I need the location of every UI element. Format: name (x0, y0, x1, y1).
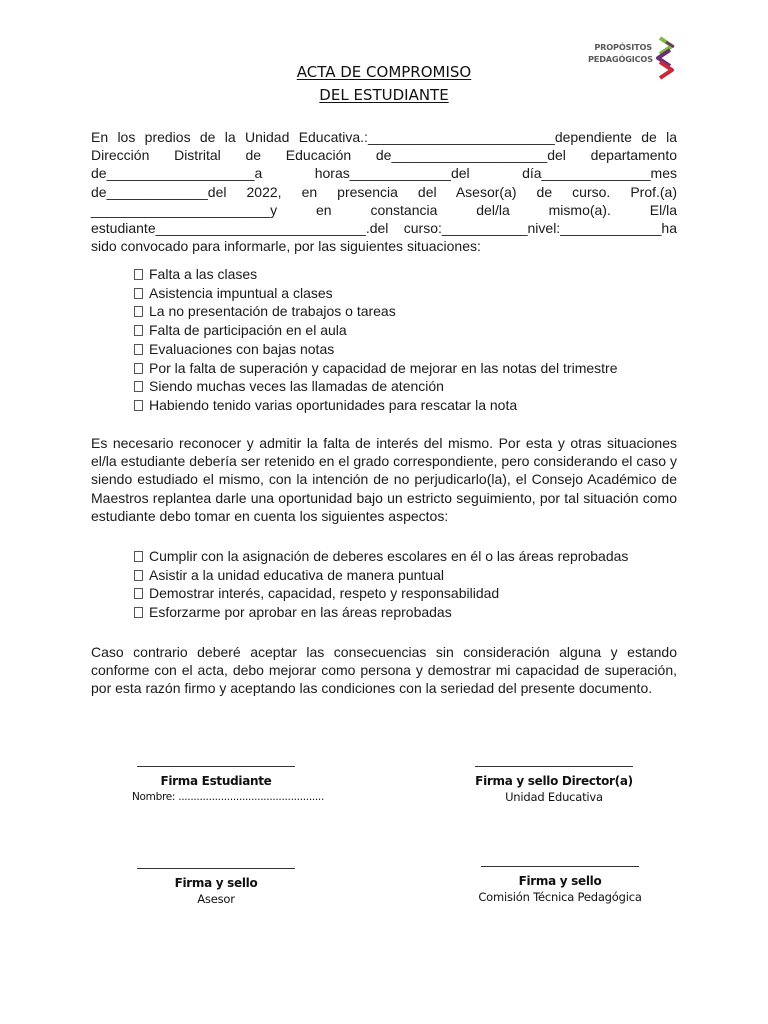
list-item (134, 547, 628, 566)
signature-line (137, 766, 295, 767)
checkbox-icon (134, 363, 143, 374)
signature-role: Firma y sello Director(a) (475, 774, 633, 788)
list-item (134, 396, 617, 415)
list-item-text: Asistencia impuntual a clases (149, 284, 333, 301)
intro-paragraph: En los predios de la Unidad Educativa.:________________________dependiente de la Dirección Distrital de Educación de____________________del departamento de___________________a horas_____________del día______________mes de_____________del 2022, en presencia del Asesor(a) de curso. Prof.(a) _______________________y en constancia del/la mismo(a). El/la estudiante___________________________.del curso:___________nivel:_____________ha sido convocado para informarle, por las siguientes situaciones: (91, 129, 677, 255)
checkbox-icon (134, 344, 143, 355)
list-item-text: Cumplir con la asignación de deberes escolares en él o las áreas reprobadas (149, 548, 629, 564)
situations-list (134, 265, 617, 415)
list-item-text: Asistir a la unidad educativa de manera puntual (149, 566, 444, 583)
signature-subtitle: Unidad Educativa (505, 790, 603, 804)
signature-subtitle: Asesor (197, 892, 235, 906)
signature-line (137, 868, 295, 869)
document-title: ACTA DE COMPROMISO (296, 63, 472, 81)
signature-line (481, 866, 639, 867)
checkbox-icon (134, 570, 143, 581)
checkbox-icon (134, 607, 143, 618)
checkbox-icon (134, 551, 143, 562)
list-item (134, 603, 628, 622)
signature-advisor (106, 868, 326, 908)
list-item (134, 377, 617, 396)
checkbox-icon (134, 588, 143, 599)
list-item-text: Falta de participación en el aula (149, 322, 347, 339)
list-item-text: Falta a las clases (149, 266, 258, 282)
signature-director (444, 766, 664, 806)
body-paragraph-3: Caso contrario deberé aceptar las consecuencias sin consideración alguna y estando conforme con el acta, debo mejorar como persona y demostrar mi capacidad de superación, por esta razón firmo y aceptando las condiciones con la seriedad del presente documento. (91, 644, 677, 697)
document-subtitle: DEL ESTUDIANTE (319, 86, 449, 104)
list-item-text: Evaluaciones con bajas notas (149, 340, 335, 357)
checkbox-icon (134, 288, 143, 299)
checkbox-icon (134, 269, 143, 280)
list-item (134, 284, 617, 303)
signature-role: Firma y sello (174, 876, 258, 890)
checkbox-icon (134, 400, 143, 411)
signature-student (106, 766, 326, 806)
list-item-text: Habiendo tenido varias oportunidades para rescatar la nota (149, 396, 518, 413)
list-item (134, 265, 617, 284)
list-item (134, 566, 628, 585)
logo-text (588, 41, 652, 65)
signature-line (475, 766, 633, 767)
checkbox-icon (134, 306, 143, 317)
list-item-text: Siendo muchas veces las llamadas de atención (149, 378, 444, 395)
list-item (134, 302, 617, 321)
list-item (134, 340, 617, 359)
list-item (134, 584, 628, 603)
logo-line-2: PEDAGÓGICOS (588, 54, 653, 64)
list-item-text: La no presentación de trabajos o tareas (149, 303, 396, 320)
body-paragraph-2: Es necesario reconocer y admitir la falta de interés del mismo. Por esta y otras situaciones el/la estudiante debería ser retenido en el grado correspondiente, pero considerando el caso y siendo estudiado el mismo, con la intención de no perjudicarlo(la), el Consejo Académico de Maestros replantea darle una oportunidad bajo un estricto seguimiento, por tal situación como estudiante debo tomar en cuenta los siguientes aspectos: (91, 435, 677, 524)
signature-role: Firma y sello (518, 874, 602, 888)
list-item-text: Demostrar interés, capacidad, respeto y responsabilidad (149, 585, 500, 602)
signature-commission (450, 866, 670, 906)
checkbox-icon (134, 381, 143, 392)
checkbox-icon (134, 325, 143, 336)
signature-subtitle: Comisión Técnica Pedagógica (478, 890, 642, 904)
signature-role: Firma Estudiante (160, 774, 272, 788)
list-item (134, 321, 617, 340)
aspects-list (134, 547, 628, 622)
list-item (134, 359, 617, 378)
list-item-text: Esforzarme por aprobar en las áreas reprobadas (149, 604, 452, 621)
signature-name-field: Nombre: ................................................ (132, 791, 325, 803)
list-item-text: Por la falta de superación y capacidad de mejorar en las notas del trimestre (149, 359, 618, 376)
logo-line-1: PROPÓSITOS (594, 42, 652, 52)
